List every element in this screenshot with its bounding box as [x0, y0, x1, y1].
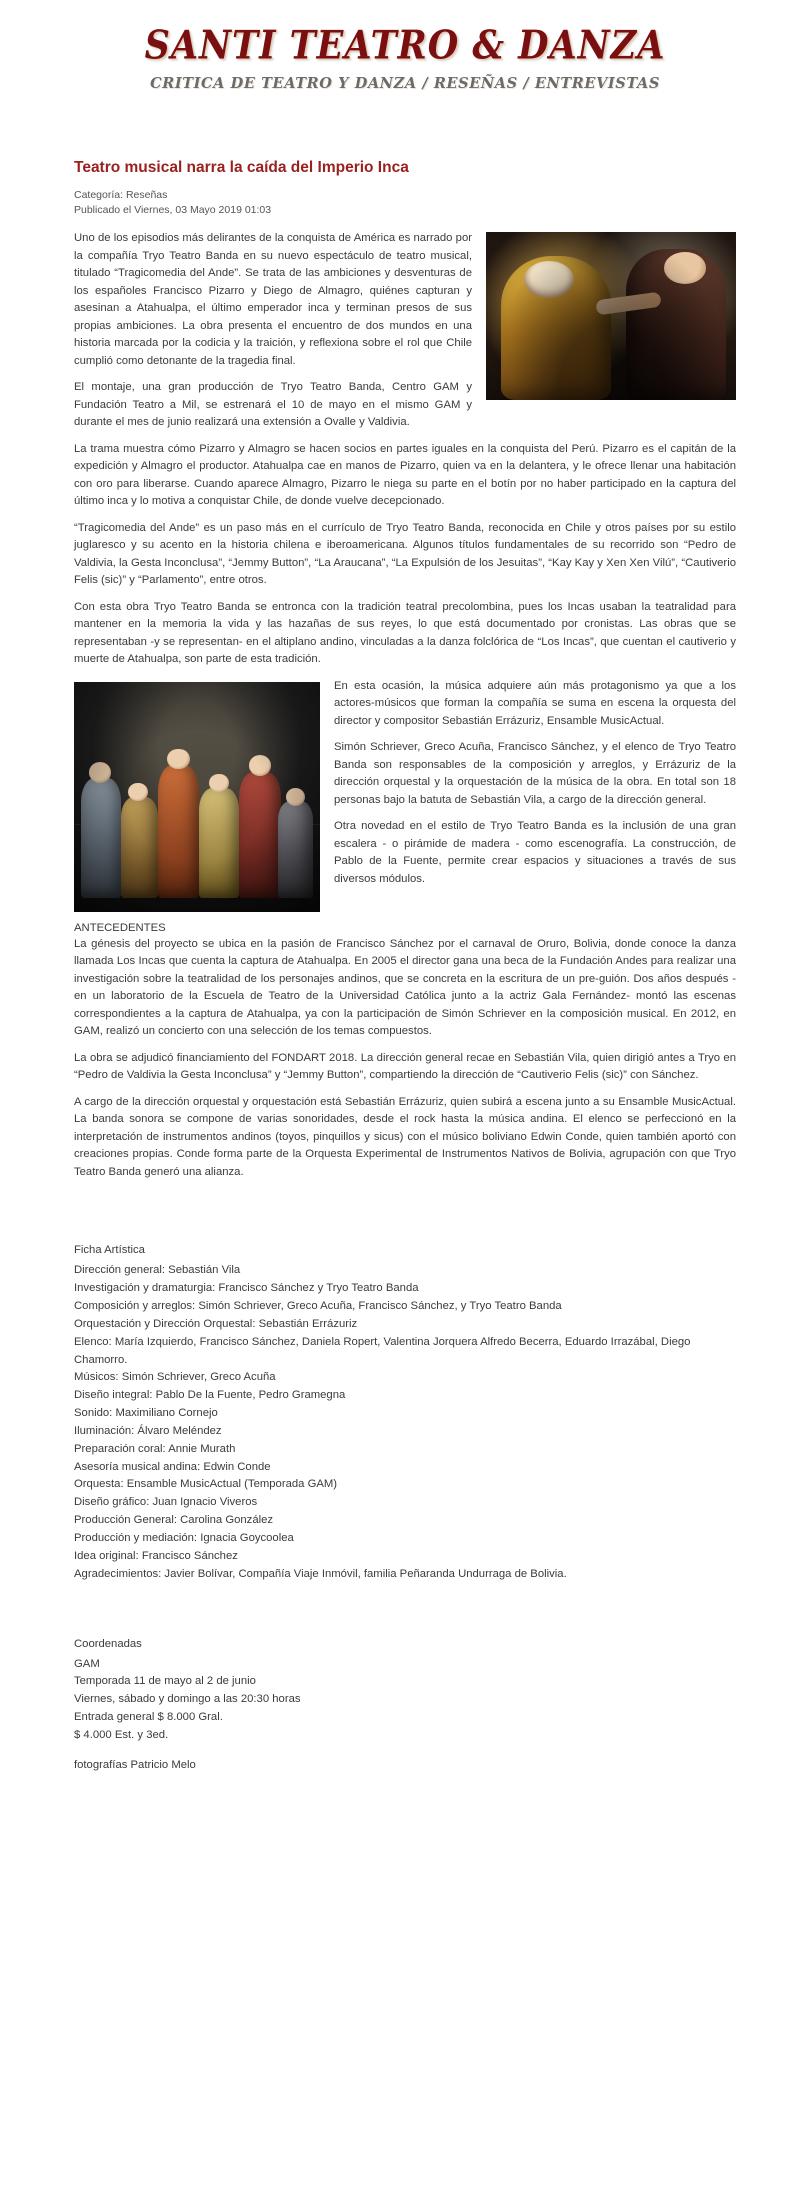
list-item: Iluminación: Álvaro Meléndez — [74, 1424, 222, 1437]
article-published: Publicado el Viernes, 03 Mayo 2019 01:03 — [74, 204, 272, 217]
article-photo-1-wrapper — [486, 232, 736, 400]
list-item: Diseño integral: Pablo De la Fuente, Pedro Gramegna — [74, 1389, 346, 1402]
paragraph-2: El montaje, una gran producción de Tryo Teatro Banda, Centro GAM y Fundación Teatro a Mil, se estrenará el 10 de mayo en el mismo GAM y durante el mes de junio realizará una extensión a Ovalle y Valdivia. — [74, 381, 472, 429]
page-title: Teatro musical narra la caída del Imperio Inca — [74, 158, 409, 176]
paragraph-7: Simón Schriever, Greco Acuña, Francisco Sánchez, y el elenco de Tryo Teatro Banda son responsables de la composición y arreglos, y Errázuriz de la dirección orquestal y la orquestación de la música de la obra. En total son 18 personas bajo la batuta de Sebastián Vila, a cargo de la dirección general. — [334, 741, 736, 806]
antecedentes-paragraph-3: A cargo de la dirección orquestal y orquestación está Sebastián Errázuriz, quien subirá a escena junto a su Ensamble MusicActual. La banda sonora se compone de varias sonoridades, desde el rock hasta la música andina. El elenco se perfeccionó en la interpretación de instrumentos andinos (toyos, pinquillos y sicus) con el músico boliviano Edwin Conde, quien también aportó con creaciones propias. Conde forma parte de la Orquesta Experimental de Instrumentos Nativos de Bolivia, agrupación con que Tryo Teatro Banda generó una alianza. — [74, 1095, 736, 1178]
article-photo-2 — [74, 682, 320, 912]
list-item: Orquestación y Dirección Orquestal: Sebastián Errázuriz — [74, 1317, 358, 1330]
list-item: Diseño gráfico: Juan Ignacio Viveros — [74, 1496, 258, 1509]
list-item: Producción General: Carolina González — [74, 1514, 274, 1527]
coordenadas-list — [74, 1656, 736, 1745]
ensemble-block — [74, 678, 736, 918]
ficha-artistica-heading: Ficha Artística — [74, 1244, 145, 1257]
article-content — [0, 103, 810, 1811]
article-photo-1 — [486, 232, 736, 400]
paragraph-6: En esta ocasión, la música adquiere aún más protagonismo ya que a los actores-músicos que forman la compañía se suma en escena la orquesta del director y compositor Sebastián Errázuriz, Ensamble MusicActual. — [334, 679, 736, 727]
list-item: Investigación y dramaturgia: Francisco Sánchez y Tryo Teatro Banda — [74, 1282, 419, 1295]
list-item: Sonido: Maximiliano Cornejo — [74, 1407, 218, 1420]
list-item: Agradecimientos: Javier Bolívar, Compañía Viaje Inmóvil, familia Peñaranda Undurraga de Bolivia. — [74, 1567, 567, 1580]
list-item: Músicos: Simón Schriever, Greco Acuña — [74, 1371, 276, 1384]
antecedentes-paragraph-2: La obra se adjudicó financiamiento del FONDART 2018. La dirección general recae en Sebastián Vila, quien dirigió antes a Tryo en “Pedro de Valdivia la Gesta Inconclusa” y “Jemmy Button”, compartiendo la dirección de “Cautiverio Felis (sic)” con Sánchez. — [74, 1051, 736, 1082]
list-item: Temporada 11 de mayo al 2 de junio — [74, 1675, 256, 1688]
list-item: Entrada general $ 8.000 Gral. — [74, 1711, 223, 1724]
intro-block — [74, 230, 736, 441]
photo2-vignette — [74, 682, 320, 912]
paragraph-5: Con esta obra Tryo Teatro Banda se entronca con la tradición teatral precolombina, pues los Incas usaban la teatralidad para mantener en la memoria la vida y las hazañas de sus reyes, lo que está documentado por cronistas. Las obras que se representaban -y se representan- en el altiplano andino, vinculadas a la danza folclórica de “Los Incas”, que cuentan el cautiverio y muerte de Atahualpa, son parte de esta tradición. — [74, 600, 736, 666]
antecedentes-paragraph-1: La génesis del proyecto se ubica en la pasión de Francisco Sánchez por el carnaval de Oruro, Bolivia, donde conoce la danza llamada Los Incas que cuenta la captura de Atahualpa. En 2005 el director gana una beca de la Fundación Andes para realizar una investigación sobre la teatralidad de los personajes andinos, que se concreta en la escritura de un pre-guión. Dos años después - en un laboratorio de la Escuela de Teatro de la Universidad Católica junto a la actriz Gala Fernández- montó las escenas correspondientes a la captura de Atahualpa, ya con la participación de Simón Schriever en la composición musical. En 2012, en GAM, realizó un concierto con una selección de los temas compuestos. — [74, 937, 736, 1038]
site-header — [0, 0, 810, 102]
spacer — [74, 1584, 736, 1612]
ficha-artistica-list — [74, 1262, 736, 1583]
article-meta — [74, 188, 736, 218]
paragraph-4: “Tragicomedia del Ande” es un paso más en el currículo de Tryo Teatro Banda, reconocida en Chile y otros países por su estilo juglaresco y su acento en la historia chilena e iberoamericana. Algunos títulos fundamentales de su recorrido son “Pedro de Valdivia, la Gesta Inconclusa”, “Jemmy Button”, “La Araucana”, “La Expulsión de los Jesuitas”, “Kay Kay y Xen Xen Vilú”, “Cautiverio Felis (sic)” y “Parlamento”, entre otros. — [74, 521, 736, 587]
paragraph-8: Otra novedad en el estilo de Tryo Teatro Banda es la inclusión de una gran escalera - o pirámide de madera - como escenografía. La construcción, de Pablo de la Fuente, permite crear espacios y situaciones a través de sus diversos módulos. — [334, 820, 736, 885]
list-item: Elenco: María Izquierdo, Francisco Sánchez, Daniela Ropert, Valentina Jorquera Alfredo Becerra, Eduardo Irrazábal, Diego Chamorro. — [74, 1335, 691, 1366]
spacer — [74, 1190, 736, 1218]
site-logo-title[interactable]: SANTI TEATRO & DANZA — [144, 22, 666, 69]
list-item: Viernes, sábado y domingo a las 20:30 horas — [74, 1693, 301, 1706]
paragraph-1: Uno de los episodios más delirantes de la conquista de América es narrado por la compañía Tryo Teatro Banda en su nuevo espectáculo de teatro musical, titulado “Tragicomedia del Ande”. Se trata de las ambiciones y desventuras de los españoles Francisco Pizarro y Diego de Almagro, quiénes capturan y asesinan a Atahualpa, el último emperador inca y terminan presos de sus propias ambiciones. La obra presenta el encuentro de dos mundos en una historia marcada por la codicia y la traición, y reflexiona sobre el rol que Chile cumplió como detonante de la tragedia final. — [74, 232, 472, 367]
paragraph-3: La trama muestra cómo Pizarro y Almagro se hacen socios en partes iguales en la conquista del Perú. Pizarro es el capitán de la expedición y Almagro el productor. Atahualpa cae en manos de Pizarro, quien va en la delantera, y le ofrece llenar una habitación con oro para liberarse. Cuando aparece Almagro, Pizarro le niega su parte en el botín por no haber participado en la captura del último inca y lo motiva a conquistar Chile, de donde vuelve decepcionado. — [74, 442, 736, 508]
article-photo-2-wrapper — [74, 682, 320, 912]
list-item: Idea original: Francisco Sánchez — [74, 1549, 238, 1562]
list-item: GAM — [74, 1657, 100, 1670]
article-category: Categoría: Reseñas — [74, 188, 168, 201]
coordenadas-heading: Coordenadas — [74, 1637, 142, 1650]
list-item: Orquesta: Ensamble MusicActual (Temporada GAM) — [74, 1478, 338, 1491]
list-item: Composición y arreglos: Simón Schriever, Greco Acuña, Francisco Sánchez, y Tryo Teatro Banda — [74, 1300, 562, 1313]
list-item: Asesoría musical andina: Edwin Conde — [74, 1460, 271, 1473]
photo1-stage-glow — [486, 232, 736, 400]
list-item: Producción y mediación: Ignacia Goycoolea — [74, 1531, 294, 1544]
photo-credit: fotografías Patricio Melo — [74, 1758, 196, 1771]
antecedentes-heading: ANTECEDENTES — [74, 921, 166, 934]
list-item: $ 4.000 Est. y 3ed. — [74, 1728, 169, 1741]
list-item: Preparación coral: Annie Murath — [74, 1442, 236, 1455]
list-item: Dirección general: Sebastián Vila — [74, 1264, 241, 1277]
site-tagline: CRITICA DE TEATRO Y DANZA / RESEÑAS / ENTREVISTAS — [150, 74, 660, 92]
